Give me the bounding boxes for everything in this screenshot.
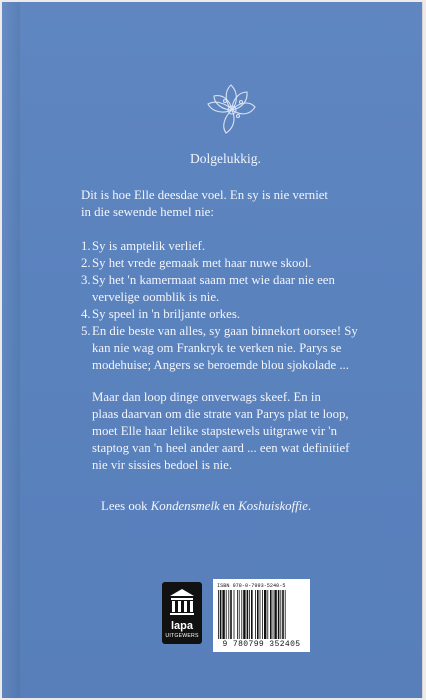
book-back-cover: [2, 2, 423, 698]
story-line: Maar dan loop dinge onverwags skeef. En in: [92, 390, 321, 404]
building-icon: [166, 586, 198, 618]
barcode-bar: [234, 590, 235, 639]
ean-digits: 9 780799 352405: [222, 640, 301, 649]
list-text: kan nie wag om Frankryk te verken nie. Parys se: [92, 341, 342, 355]
list-text: vervelige oomblik is nie.: [92, 290, 220, 304]
barcode-bar: [241, 590, 242, 639]
publisher-logo: [162, 582, 202, 644]
barcode: [213, 579, 310, 652]
story-line: staptog van 'n heel ander aard ... een wat definitief: [92, 441, 350, 455]
list-number: 1.: [81, 239, 91, 253]
barcode-bar: [270, 590, 272, 639]
publisher-subtitle: UITGEWERS: [165, 633, 199, 639]
list-text: Sy is amptelik verlief.: [92, 239, 206, 253]
barcode-bar: [247, 590, 249, 639]
list-item: [81, 238, 381, 255]
barcode-bars: [218, 590, 305, 639]
read-also-title: Kondensmelk: [150, 499, 220, 513]
read-also-line: [101, 498, 311, 515]
story-line: plaas daarvan om die strate van Parys plat te loop,: [92, 407, 349, 421]
list-text: Sy speel in 'n briljante orkes.: [92, 307, 241, 321]
intro-line: in die sewende hemel nie:: [81, 205, 214, 219]
list-text: Sy het vrede gemaak met haar nuwe skool.: [92, 256, 312, 270]
barcode-bar: [285, 590, 286, 639]
barcode-bar: [243, 590, 245, 639]
barcode-bar: [260, 590, 261, 639]
barcode-bar: [230, 590, 232, 639]
list-item: [81, 255, 381, 272]
barcode-bar: [280, 590, 281, 639]
intro-line: Dit is hoe Elle deesdae voel. En sy is nie verniet: [81, 188, 328, 202]
barcode-bar: [257, 590, 259, 639]
story-line: moet Elle haar lelike stapstewels uitgrawe vir 'n: [92, 424, 338, 438]
barcode-bar: [251, 590, 253, 639]
barcode-bar: [218, 590, 219, 639]
read-also-title: Koshuiskoffie: [238, 499, 308, 513]
barcode-bar: [282, 590, 284, 639]
read-also-middle: en: [219, 499, 239, 513]
barcode-bar: [267, 590, 268, 639]
isbn-text: ISBN 978-0-7993-5240-5: [217, 583, 286, 589]
barcode-bar: [274, 590, 276, 639]
barcode-bar: [237, 590, 238, 639]
barcode-bar: [228, 590, 229, 639]
list-text: modehuise; Angers se beroemde blou sjokolade ...: [92, 358, 349, 372]
read-also-suffix: .: [307, 499, 312, 513]
read-also-prefix: Lees ook: [101, 499, 151, 513]
barcode-bar: [222, 590, 224, 639]
story-paragraph: [92, 389, 364, 474]
list-item: [81, 272, 381, 306]
barcode-bar: [264, 590, 266, 639]
story-line: nie vir sissies bedoel is nie.: [92, 458, 233, 472]
list-item: [81, 323, 381, 374]
list-item: [81, 306, 381, 323]
barcode-bar: [239, 590, 240, 639]
barcode-bar: [249, 590, 250, 639]
barcode-bar: [273, 590, 274, 639]
blurb-heading: Dolgelukkig.: [190, 151, 261, 166]
list-number: 3.: [81, 273, 91, 287]
list-text: En die beste van alles, sy gaan binnekort oorsee! Sy: [92, 324, 358, 338]
list-number: 5.: [81, 324, 91, 338]
feature-list: [81, 238, 381, 374]
barcode-bar: [278, 590, 280, 639]
flower-ornament-icon: [194, 72, 270, 148]
barcode-bar: [220, 590, 222, 639]
blurb-intro: [81, 187, 381, 221]
list-text: Sy het 'n kamermaat saam met wie daar nie een: [92, 273, 335, 287]
barcode-bar: [262, 590, 263, 639]
barcode-bar: [255, 590, 256, 639]
list-number: 4.: [81, 307, 91, 321]
barcode-bar: [226, 590, 227, 639]
list-number: 2.: [81, 256, 91, 270]
publisher-name: lapa: [170, 620, 193, 632]
